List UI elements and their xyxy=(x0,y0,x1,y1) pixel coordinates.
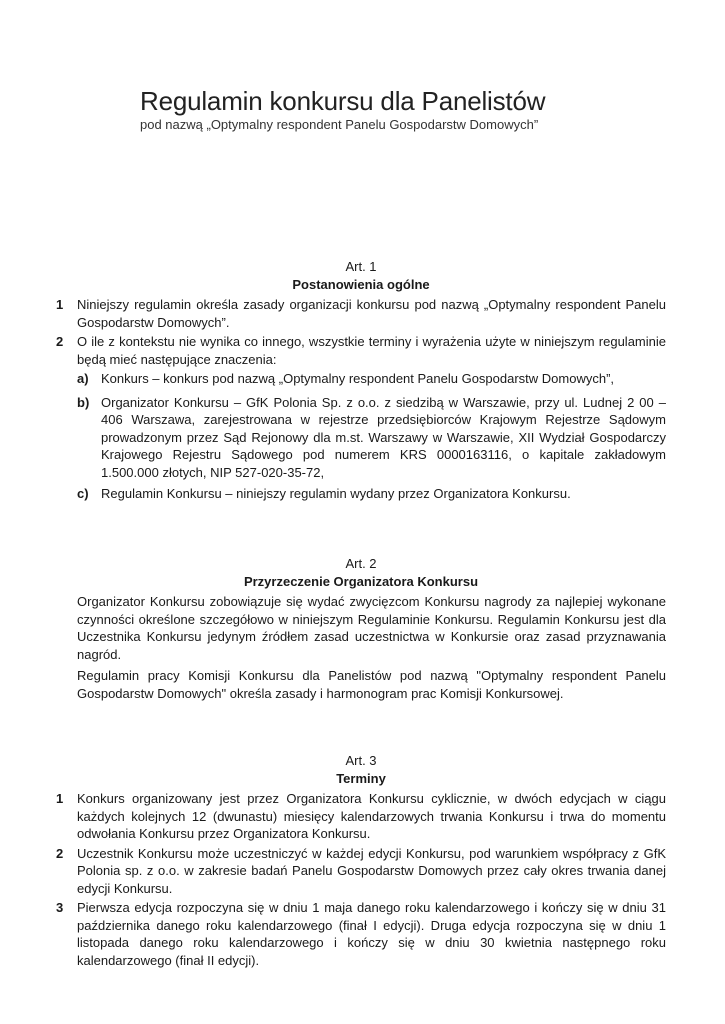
list-item xyxy=(56,790,666,843)
list-item xyxy=(56,296,666,331)
document-subtitle: pod nazwą „Optymalny respondent Panelu Gospodarstw Domowych” xyxy=(140,117,539,132)
article-1 xyxy=(56,258,666,503)
article-1-heading xyxy=(56,258,666,293)
paragraph: Organizator Konkursu zobowiązuje się wydać zwycięzcom Konkursu nagrody za najlepiej wykonane czynności określone szczegółowo w niniejszym Regulaminie Konkursu. Regulamin Konkursu jest dla Uczestnika Konkursu jedynym źródłem zasad uczestnictwa w Konkursie oraz zasad przyznawania nagród. xyxy=(77,594,666,662)
list-item xyxy=(56,845,666,898)
sub-item-text: Regulamin Konkursu – niniejszy regulamin wydany przez Organizatora Konkursu. xyxy=(101,486,571,501)
sub-item xyxy=(56,485,666,503)
sub-item xyxy=(56,370,666,388)
article-title: Przyrzeczenie Organizatora Konkursu xyxy=(243,573,479,589)
item-text: Konkurs organizowany jest przez Organizatora Konkursu cyklicznie, w dwóch edycjach w ciągu każdych kolejnych 12 (dwunastu) miesięcy kalendarzowych trwania Konkursu i trwa do momentu odwołania Konkursu przez Organizatora Konkursu. xyxy=(77,791,666,841)
article-3-heading xyxy=(56,752,666,787)
article-title: Postanowienia ogólne xyxy=(292,276,430,292)
sub-item xyxy=(56,394,666,482)
list-item xyxy=(56,333,666,368)
sub-item-text: Organizator Konkursu – GfK Polonia Sp. z o.o. z siedzibą w Warszawie, przy ul. Ludnej 2 00 – 406 Warszawa, zarejestrowana w rejestrze przedsiębiorców Krajowym Rejestrze Sądowym prowadzonym przez Sąd Rejonowy dla m.st. Warszawy w Warszawie, XII Wydział Gospodarczy Krajowego Rejestru Sądowego pod numerem KRS 0000163116, o kapitale zakładowym 1.500.000 złotych, NIP 527-020-35-72, xyxy=(101,394,666,480)
item-number: 1 xyxy=(56,791,64,806)
article-title: Terminy xyxy=(336,770,386,786)
article-number: Art. 3 xyxy=(345,753,377,768)
article-number: Art. 2 xyxy=(345,556,377,571)
item-text: Uczestnik Konkursu może uczestniczyć w każdej edycji Konkursu, pod warunkiem współpracy z GfK Polonia sp. z o.o. w zakresie badań Panelu Gospodarstw Domowych przez cały okres trwania danej edycji Konkursu. xyxy=(77,845,666,896)
sub-item-letter: a) xyxy=(77,371,89,386)
item-text: Niniejszy regulamin określa zasady organizacji konkursu pod nazwą „Optymalny respondent Panelu Gospodarstw Domowych”. xyxy=(77,297,666,330)
sub-item-text: Konkurs – konkurs pod nazwą „Optymalny respondent Panelu Gospodarstw Domowych”, xyxy=(101,371,615,386)
document-title: Regulamin konkursu dla Panelistów xyxy=(140,86,546,116)
sub-item-letter: c) xyxy=(77,486,89,501)
item-number: 3 xyxy=(56,900,64,915)
paragraph: Regulamin pracy Komisji Konkursu dla Panelistów pod nazwą "Optymalny respondent Panelu Gospodarstw Domowych" określa zasady i harmonogram prac Komisji Konkursowej. xyxy=(77,668,666,701)
sub-item-letter: b) xyxy=(77,394,90,410)
article-number: Art. 1 xyxy=(345,259,377,274)
item-number: 2 xyxy=(56,845,64,861)
article-3 xyxy=(56,752,666,971)
item-text: O ile z kontekstu nie wynika co innego, wszystkie terminy i wyrażenia użyte w niniejszym regulaminie będą mieć następujące znaczenia: xyxy=(77,334,666,367)
list-item xyxy=(56,899,666,969)
article-2 xyxy=(56,555,666,706)
item-text: Pierwsza edycja rozpoczyna się w dniu 1 maja danego roku kalendarzowego i kończy się w dniu 31 października danego roku kalendarzowego (finał I edycji). Druga edycja rozpoczyna się w dniu 1 listopada danego roku kalendarzowego i kończy się w dniu 30 kwietnia następnego roku kalendarzowego (finał II edycji). xyxy=(77,900,666,968)
article-2-heading xyxy=(56,555,666,590)
item-number: 2 xyxy=(56,334,64,349)
item-number: 1 xyxy=(56,297,64,312)
